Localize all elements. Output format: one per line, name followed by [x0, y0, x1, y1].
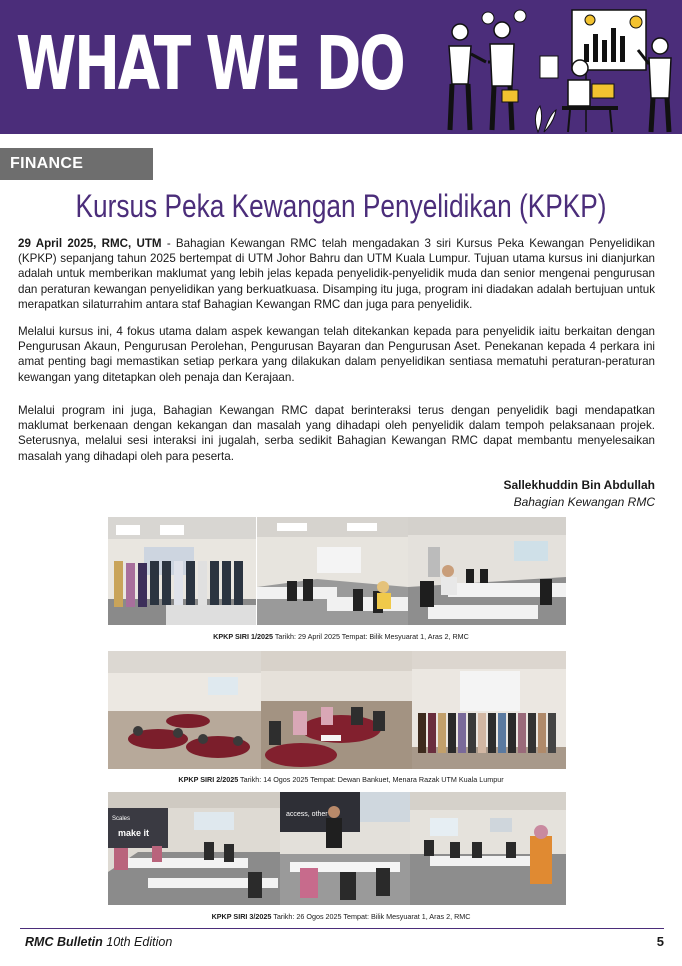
photo-siri1-meeting-b	[408, 517, 566, 625]
body-paragraph-1	[18, 236, 655, 312]
page-header-title: WHAT WE DO	[16, 21, 404, 107]
caption-detail-3: Tarikh: 26 Ogos 2025 Tempat: Bilik Mesyuarat 1, Aras 2, RMC	[271, 912, 471, 921]
footer-divider	[20, 928, 664, 929]
photo-siri2-banquet-b	[261, 651, 412, 769]
wall-text-access: access, other	[286, 811, 328, 818]
body-paragraph-3	[18, 403, 655, 464]
photo-siri2-banquet-a	[108, 651, 261, 769]
photo-siri1-group	[108, 517, 256, 625]
dateline: 29 April 2025, RMC, UTM	[18, 237, 162, 250]
caption-detail-1: Tarikh: 29 April 2025 Tempat: Bilik Mesyuarat 1, Aras 2, RMC	[272, 632, 469, 641]
photo-caption-1	[0, 632, 682, 641]
footer-publication-name: RMC Bulletin	[25, 935, 103, 949]
page-number: 5	[656, 934, 664, 949]
article-title: Kursus Peka Kewangan Penyelidikan (KPKP)	[75, 188, 607, 224]
photo-siri3-room-b	[410, 792, 566, 905]
author-name: Sallekhuddin Bin Abdullah	[503, 478, 655, 492]
paragraph-2-text: Melalui kursus ini, 4 fokus utama dalam aspek kewangan telah ditekankan kepada para penyelidik iaitu berkaitan dengan Pengurusan Akaun, Pengurusan Perolehan, Pengurusan Bayaran dan Pengurusan Aset. Penekanan kepada 4 perkara ini amat penting bagi memastikan setiap perkara yang dilakukan dalam penyelidikan sentiasa mematuhi peraturan-peraturan kewangan yang ditetapkan oleh penaja dan Kerajaan.	[18, 325, 655, 384]
header-band	[0, 0, 682, 134]
photo-siri1-meeting-a	[257, 517, 408, 625]
caption-series-3: KPKP SIRI 3/2025	[211, 912, 272, 921]
body-paragraph-2	[18, 324, 655, 385]
svg-text:Scales: Scales	[112, 816, 131, 822]
caption-detail-2: Tarikh: 14 Ogos 2025 Tempat: Dewan Bankuet, Menara Razak UTM Kuala Lumpur	[238, 775, 504, 784]
photo-caption-3	[0, 912, 682, 921]
photo-siri3-room-a	[108, 792, 280, 905]
footer-publication	[25, 935, 172, 949]
footer-edition: 10th Edition	[102, 935, 173, 949]
photo-siri2-group	[412, 651, 566, 769]
photo-siri3-presenter	[280, 792, 410, 905]
author-department: Bahagian Kewangan RMC	[513, 495, 655, 509]
business-team-illustration	[440, 6, 676, 134]
paragraph-1-text: - Bahagian Kewangan RMC telah mengadakan 3 siri Kursus Peka Kewangan Penyelidikan (KPKP) sepanjang tahun 2025 bertempat di UTM Johor Bahru dan UTM Kuala Lumpur. Tujuan utama kursus ini dianjurkan adalah untuk memberikan maklumat yang lebih jelas kepada penyelidik-penyelidik muda dan senior mengenai pengurusan dan peraturan kewangan penyelidikan yang berkuatkuasa. Disamping itu juga, program ini diadakan adalah bertujuan untuk merapatkan silaturrahim antara staf Bahagian Kewangan RMC dan juga para penyelidik.	[18, 237, 656, 311]
photo-caption-2	[0, 775, 682, 784]
division-tag: FINANCE DIVISION	[0, 148, 153, 180]
paragraph-3-text: Melalui program ini juga, Bahagian Kewangan RMC dapat berinteraksi terus dengan penyelidik bagi mendapatkan maklumat berkenaan dengan kekangan dan masalah yang dihadapi oleh penyelidik dalam tempoh pelaksanaan projek. Seterusnya, melalui sesi interaksi ini jugalah, serba sedikit Bahagian Kewangan RMC dapat membantu menyelesaikan masalah yang dihadapi oleh para peserta.	[18, 404, 655, 463]
wall-text-make-it: make it	[118, 828, 150, 838]
caption-series-2: KPKP SIRI 2/2025	[178, 775, 239, 784]
caption-series-1: KPKP SIRI 1/2025	[213, 632, 273, 641]
